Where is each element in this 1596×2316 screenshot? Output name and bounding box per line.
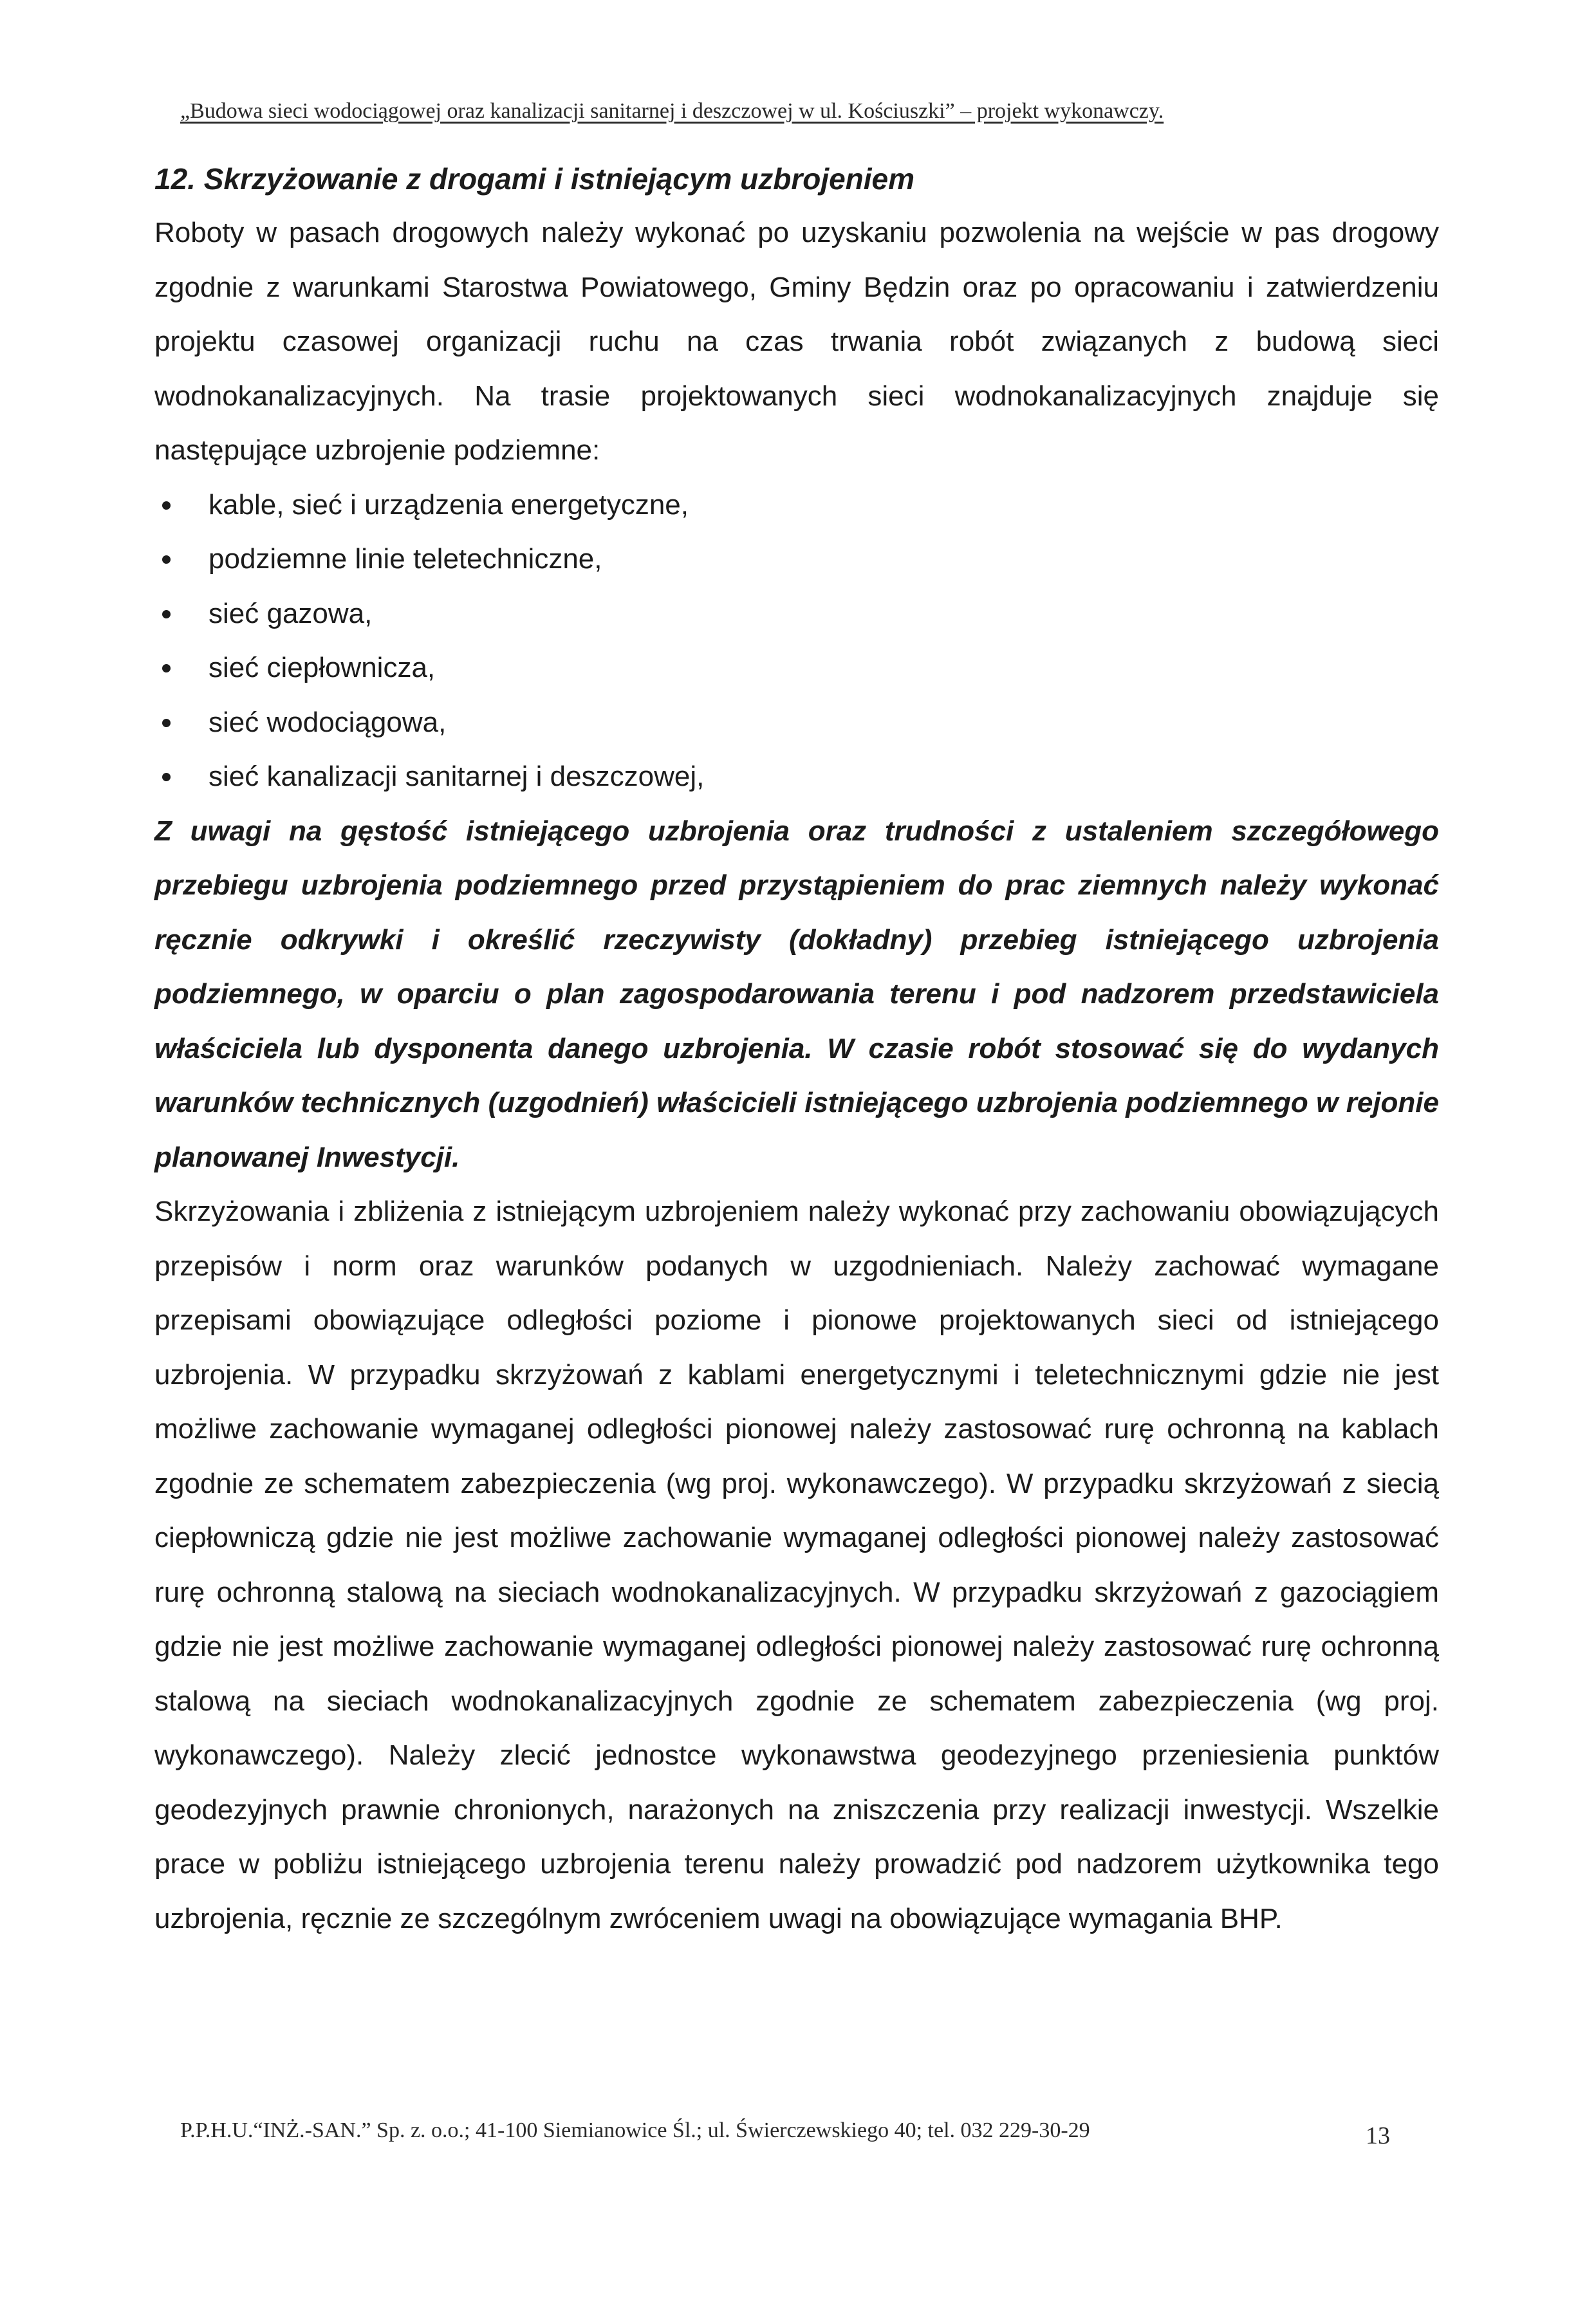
page-number: 13: [1366, 2122, 1390, 2149]
bullet-icon: [162, 555, 171, 564]
list-item: sieć wodociągowa,: [154, 696, 1439, 750]
intro-paragraph: Roboty w pasach drogowych należy wykonać po uzyskaniu pozwolenia na wejście w pas drogowy zgodnie z warunkami Starostwa Powiatowego, Gminy Będzin oraz po opracowaniu i zatwierdzeniu projektu czasowej organizacji ruchu na czas trwania robót związanych z budową sieci wodnokanalizacyjnych. Na trasie projektowanych sieci wodnokanalizacyjnych znajduje się następujące uzbrojenie podziemne:: [154, 217, 1439, 466]
page-content: [154, 152, 1439, 1946]
section-title: 12. Skrzyżowanie z drogami i istniejącym uzbrojeniem: [154, 162, 915, 196]
running-header: „Budowa sieci wodociągowej oraz kanalizacji sanitarnej i deszczowej w ul. Kościuszki” – projekt wykonawczy.: [180, 99, 1164, 123]
bullet-icon: [162, 501, 171, 510]
emphasis-paragraph: Z uwagi na gęstość istniejącego uzbrojenia oraz trudności z ustaleniem szczegółowego przebiegu uzbrojenia podziemnego przed przystąpieniem do prac ziemnych należy wykonać ręcznie odkrywki i określić rzeczywisty (dokładny) przebieg istniejącego uzbrojenia podziemnego, w oparciu o plan zagospodarowania terenu i pod nadzorem przedstawiciela właściciela lub dysponenta danego uzbrojenia. W czasie robót stosować się do wydanych warunków technicznych (uzgodnień) właścicieli istniejącego uzbrojenia podziemnego w rejonie planowanej Inwestycji.: [154, 815, 1439, 1173]
bullet-icon: [162, 610, 171, 618]
list-item: sieć ciepłownicza,: [154, 641, 1439, 696]
list-item: sieć kanalizacji sanitarnej i deszczowej,: [154, 750, 1439, 804]
bullet-icon: [162, 773, 171, 781]
body-paragraph: Skrzyżowania i zbliżenia z istniejącym uzbrojeniem należy wykonać przy zachowaniu obowiązujących przepisów i norm oraz warunków podanych w uzgodnieniach. Należy zachować wymagane przepisami obowiązujące odległości poziome i pionowe projektowanych sieci od istniejącego uzbrojenia. W przypadku skrzyżowań z kablami energetycznymi i teletechnicznymi gdzie nie jest możliwe zachowanie wymaganej odległości pionowej należy zastosować rurę ochronną na kablach zgodnie ze schematem zabezpieczenia (wg proj. wykonawczego). W przypadku skrzyżowań z siecią ciepłowniczą gdzie nie jest możliwe zachowanie wymaganej odległości pionowej należy zastosować rurę ochronną stalową na sieciach wodnokanalizacyjnych. W przypadku skrzyżowań z gazociągiem gdzie nie jest możliwe zachowanie wymaganej odległości pionowej należy zastosować rurę ochronną stalową na sieciach wodnokanalizacyjnych zgodnie ze schematem zabezpieczenia (wg proj. wykonawczego). Należy zlecić jednostce wykonawstwa geodezyjnego przeniesienia punktów geodezyjnych prawnie chronionych, narażonych na zniszczenia przy realizacji inwestycji. Wszelkie prace w pobliżu istniejącego uzbrojenia terenu należy prowadzić pod nadzorem użytkownika tego uzbrojenia, ręcznie ze szczególnym zwróceniem uwagi na obowiązujące wymagania BHP.: [154, 1196, 1439, 1934]
page-footer: [180, 2116, 1390, 2149]
footer-company: P.P.H.U.“INŻ.-SAN.” Sp. z. o.o.; 41-100 Siemianowice Śl.; ul. Świerczewskiego 40; tel. 032 229-30-29: [180, 2118, 1090, 2142]
bullet-icon: [162, 664, 171, 672]
bullet-icon: [162, 719, 171, 727]
list-item: podziemne linie teletechniczne,: [154, 532, 1439, 587]
list-item: kable, sieć i urządzenia energetyczne,: [154, 478, 1439, 533]
utility-list: [154, 478, 1439, 804]
list-item: sieć gazowa,: [154, 587, 1439, 642]
